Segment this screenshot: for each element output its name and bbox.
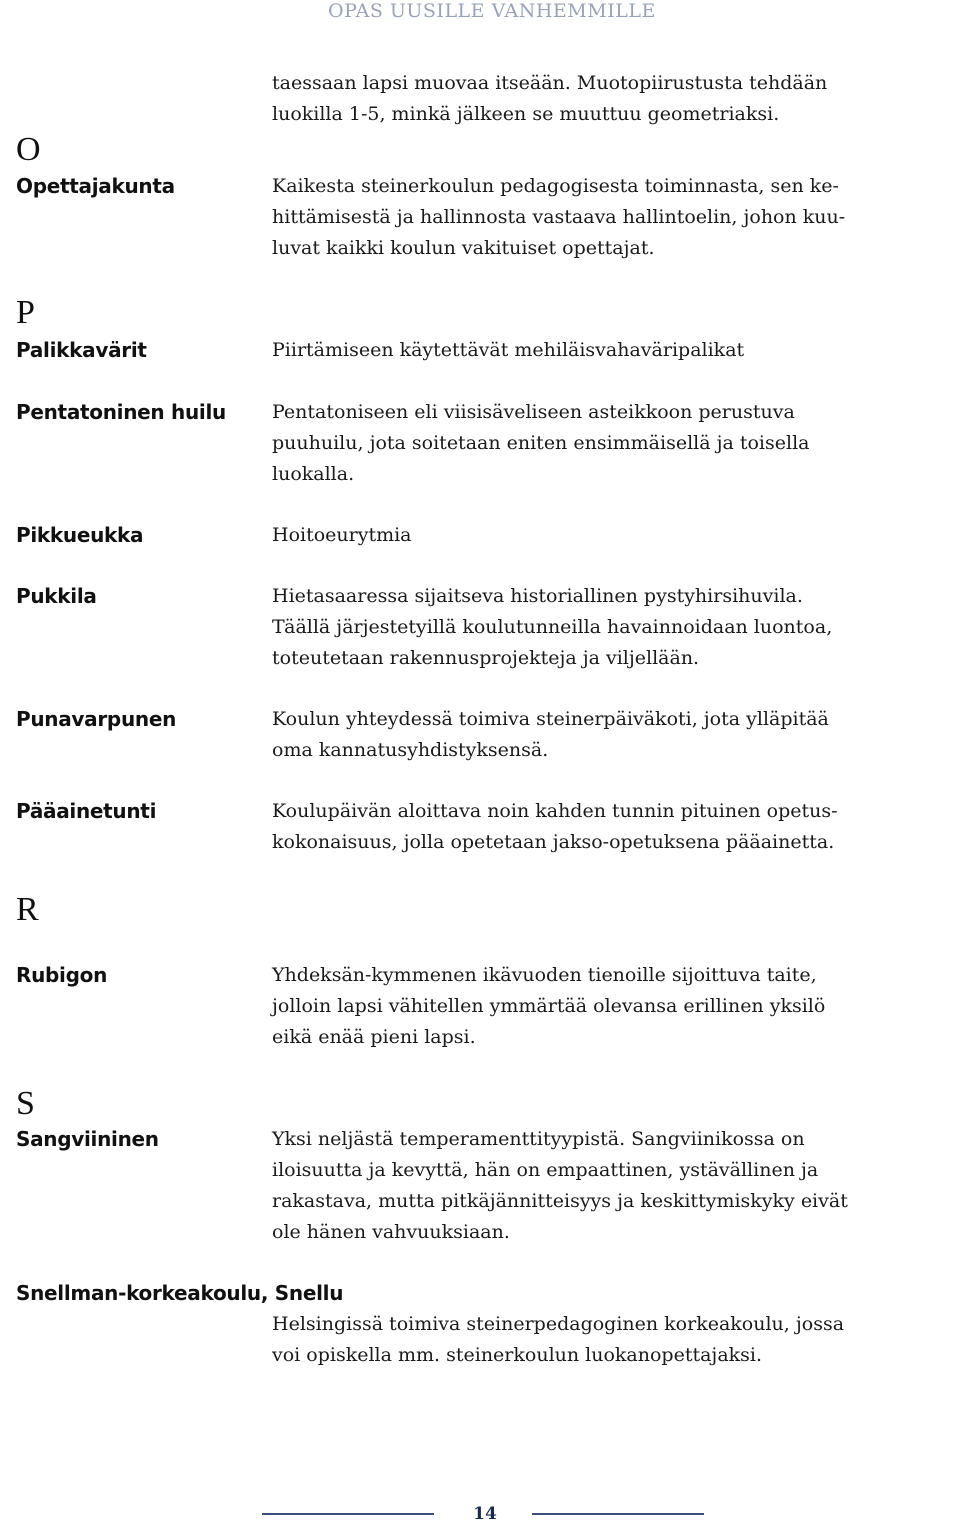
definition-line: eikä enää pieni lapsi. bbox=[272, 1026, 476, 1048]
footer-rule-right bbox=[532, 1513, 704, 1515]
definition-line: puuhuilu, jota soitetaan eniten ensimmäisellä ja toisella bbox=[272, 432, 810, 454]
definition-line: luvat kaikki koulun vakituiset opettajat. bbox=[272, 237, 655, 259]
definition-sangviininen bbox=[272, 1124, 952, 1248]
definition-line: Kaikesta steinerkoulun pedagogisesta toiminnasta, sen ke- bbox=[272, 175, 839, 197]
term-palikkavarit: Palikkavärit bbox=[16, 338, 147, 362]
term-pikkueukka: Pikkueukka bbox=[16, 523, 144, 547]
page-number: 14 bbox=[473, 1504, 497, 1524]
definition-line: rakastava, mutta pitkäjännitteisyys ja keskittymiskyky eivät bbox=[272, 1190, 848, 1212]
section-letter-r: R bbox=[16, 891, 39, 928]
definition-snellman-korkeakoulu bbox=[272, 1309, 952, 1371]
term-punavarpunen: Punavarpunen bbox=[16, 707, 177, 731]
section-letter-o: O bbox=[16, 131, 41, 168]
term-sangviininen: Sangviininen bbox=[16, 1127, 159, 1151]
definition-line: voi opiskella mm. steinerkoulun luokanopettajaksi. bbox=[272, 1344, 763, 1366]
term-pentatoninen-huilu: Pentatoninen huilu bbox=[16, 400, 226, 424]
definition-line: Koulun yhteydessä toimiva steinerpäiväkoti, jota ylläpitää bbox=[272, 708, 829, 730]
definition-line: Helsingissä toimiva steinerpedagoginen korkeakoulu, jossa bbox=[272, 1313, 845, 1335]
definition-pikkueukka bbox=[272, 520, 952, 551]
definition-opettajakunta bbox=[272, 171, 952, 264]
definition-pukkila bbox=[272, 581, 952, 674]
definition-line: Täällä järjestetyillä koulutunneilla havainnoidaan luontoa, bbox=[272, 616, 833, 638]
definition-line: ole hänen vahvuuksiaan. bbox=[272, 1221, 510, 1243]
continued-definition bbox=[272, 68, 952, 130]
term-opettajakunta: Opettajakunta bbox=[16, 174, 175, 198]
term-snellman-korkeakoulu: Snellman-korkeakoulu, Snellu bbox=[16, 1281, 344, 1305]
term-pukkila: Pukkila bbox=[16, 584, 97, 608]
definition-line: luokilla 1-5, minkä jälkeen se muuttuu geometriaksi. bbox=[272, 103, 780, 125]
definition-paaainetunti bbox=[272, 796, 952, 858]
footer-rule-left bbox=[262, 1513, 434, 1515]
definition-line: Yhdeksän-kymmenen ikävuoden tienoille sijoittuva taite, bbox=[272, 964, 817, 986]
definition-line: toteutetaan rakennusprojekteja ja viljellään. bbox=[272, 647, 700, 669]
term-rubigon: Rubigon bbox=[16, 963, 108, 987]
definition-line: oma kannatusyhdistyksensä. bbox=[272, 739, 549, 761]
page-header-title: OPAS UUSILLE VANHEMMILLE bbox=[328, 0, 656, 22]
definition-line: kokonaisuus, jolla opetetaan jakso-opetuksena pääainetta. bbox=[272, 831, 835, 853]
definition-line: iloisuutta ja kevyttä, hän on empaattinen, ystävällinen ja bbox=[272, 1159, 819, 1181]
term-paaainetunti: Pääainetunti bbox=[16, 799, 157, 823]
definition-punavarpunen bbox=[272, 704, 952, 766]
section-letter-s: S bbox=[16, 1085, 35, 1122]
definition-pentatoninen-huilu bbox=[272, 397, 952, 490]
definition-line: Piirtämiseen käytettävät mehiläisvahaväripalikat bbox=[272, 339, 745, 361]
definition-line: Koulupäivän aloittava noin kahden tunnin pituinen opetus- bbox=[272, 800, 838, 822]
definition-line: Hietasaaressa sijaitseva historiallinen pystyhirsihuvila. bbox=[272, 585, 803, 607]
definition-line: jolloin lapsi vähitellen ymmärtää olevansa erillinen yksilö bbox=[272, 995, 826, 1017]
definition-line: Pentatoniseen eli viisisäveliseen asteikkoon perustuva bbox=[272, 401, 795, 423]
definition-palikkavarit bbox=[272, 335, 952, 366]
definition-line: Hoitoeurytmia bbox=[272, 524, 412, 546]
definition-line: hittämisestä ja hallinnosta vastaava hallintoelin, johon kuu- bbox=[272, 206, 846, 228]
definition-rubigon bbox=[272, 960, 952, 1053]
definition-line: luokalla. bbox=[272, 463, 355, 485]
definition-line: Yksi neljästä temperamenttityypistä. Sangviinikossa on bbox=[272, 1128, 805, 1150]
definition-line: taessaan lapsi muovaa itseään. Muotopiirustusta tehdään bbox=[272, 72, 828, 94]
section-letter-p: P bbox=[16, 294, 35, 331]
